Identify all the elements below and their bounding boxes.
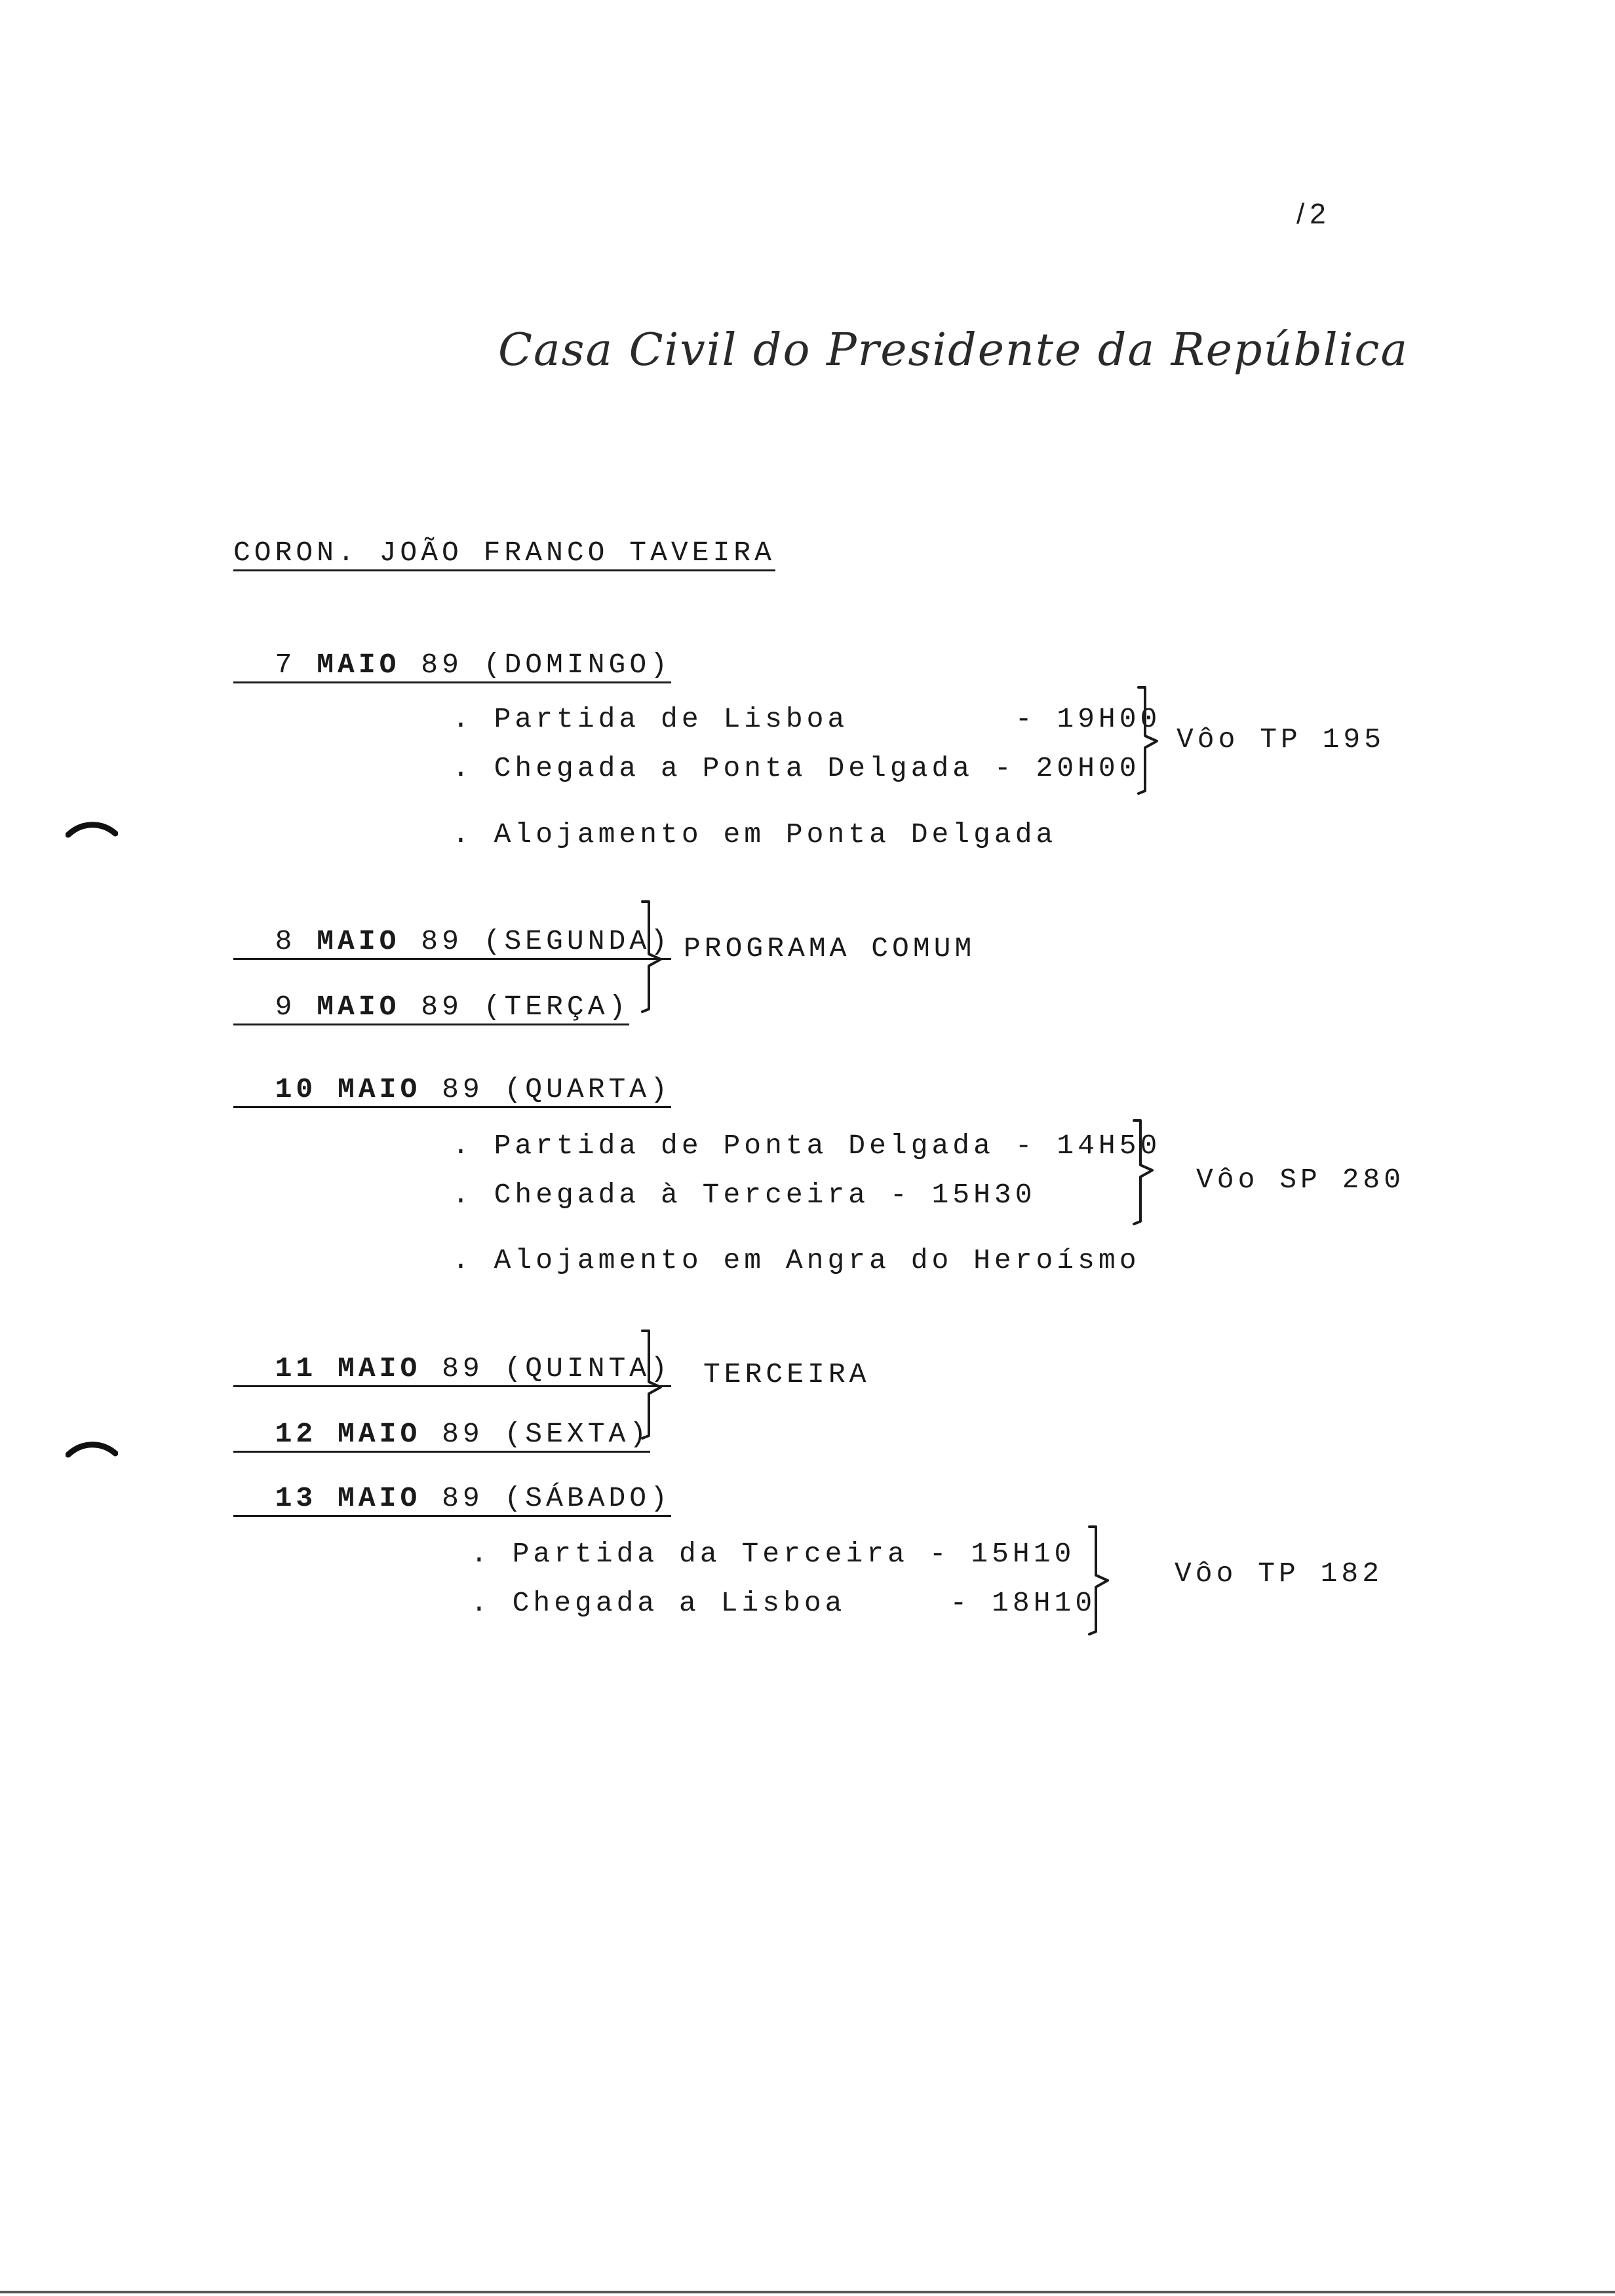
itinerary-departure: . Partida de Ponta Delgada - 14H50 xyxy=(452,1130,1161,1162)
date-month: MAIO xyxy=(338,1073,421,1105)
date-weekday: (SEXTA) xyxy=(504,1418,651,1450)
date-heading xyxy=(233,1456,671,1517)
itinerary-arrival: . Chegada a Ponta Delgada - 20H00 xyxy=(452,752,1140,784)
itinerary-lodging: . Alojamento em Ponta Delgada xyxy=(452,818,1057,851)
page-number: /2 xyxy=(1296,198,1331,230)
date-day: 8 xyxy=(275,925,296,957)
date-day: 9 xyxy=(275,991,296,1023)
punch-hole-bottom xyxy=(66,1439,118,1459)
date-weekday: (SÁBADO) xyxy=(504,1482,671,1514)
date-year: 89 xyxy=(442,1418,484,1450)
itinerary-arrival: . Chegada a Lisboa - 18H10 xyxy=(471,1587,1097,1619)
date-month: MAIO xyxy=(338,1352,421,1385)
itinerary-departure: . Partida de Lisboa - 19H00 xyxy=(452,703,1161,735)
flight-label: Vôo TP 195 xyxy=(1177,723,1386,756)
date-heading xyxy=(233,965,629,1025)
island-label: TERCEIRA xyxy=(703,1358,870,1390)
date-day: 7 xyxy=(275,649,296,681)
date-day: 13 xyxy=(275,1482,317,1514)
date-weekday: (DOMINGO) xyxy=(483,649,671,681)
itinerary-departure: . Partida da Terceira - 15H10 xyxy=(471,1538,1076,1570)
date-month: MAIO xyxy=(317,991,400,1023)
brace-bracket xyxy=(641,1328,667,1441)
date-year: 89 xyxy=(442,1073,484,1105)
date-year: 89 xyxy=(442,1352,484,1385)
recipient-name: CORON. JOÃO FRANCO TAVEIRA xyxy=(233,539,775,571)
punch-hole-top xyxy=(66,819,118,839)
date-year: 89 xyxy=(421,649,463,681)
flight-label: Vôo SP 280 xyxy=(1196,1164,1405,1196)
date-day: 11 xyxy=(275,1352,317,1385)
itinerary-lodging: . Alojamento em Angra do Heroísmo xyxy=(452,1244,1140,1276)
bottom-edge-rule xyxy=(0,2291,1615,2293)
date-heading xyxy=(233,1326,671,1387)
date-weekday: (QUINTA) xyxy=(504,1352,671,1385)
date-heading xyxy=(233,622,671,683)
date-month: MAIO xyxy=(317,649,400,681)
date-heading xyxy=(233,899,671,960)
itinerary-arrival: . Chegada à Terceira - 15H30 xyxy=(452,1179,1036,1211)
date-day: 10 xyxy=(275,1073,317,1105)
date-month: MAIO xyxy=(317,925,400,957)
brace-bracket xyxy=(641,899,667,1014)
date-weekday: (SEGUNDA) xyxy=(483,925,671,957)
date-heading xyxy=(233,1392,650,1453)
date-month: MAIO xyxy=(338,1482,421,1514)
date-year: 89 xyxy=(442,1482,484,1514)
date-year: 89 xyxy=(421,925,463,957)
flight-label: Vôo TP 182 xyxy=(1175,1558,1384,1590)
date-day: 12 xyxy=(275,1418,317,1450)
brace-bracket xyxy=(1088,1524,1114,1637)
date-weekday: (QUARTA) xyxy=(504,1073,671,1105)
date-weekday: (TERÇA) xyxy=(483,991,630,1023)
letterhead: Casa Civil do Presidente da República xyxy=(498,324,1409,376)
date-year: 89 xyxy=(421,991,463,1023)
date-month: MAIO xyxy=(338,1418,421,1450)
brace-bracket xyxy=(1137,685,1163,796)
date-heading xyxy=(233,1047,671,1108)
brace-bracket xyxy=(1133,1118,1159,1227)
program-label: PROGRAMA COMUM xyxy=(684,932,976,965)
